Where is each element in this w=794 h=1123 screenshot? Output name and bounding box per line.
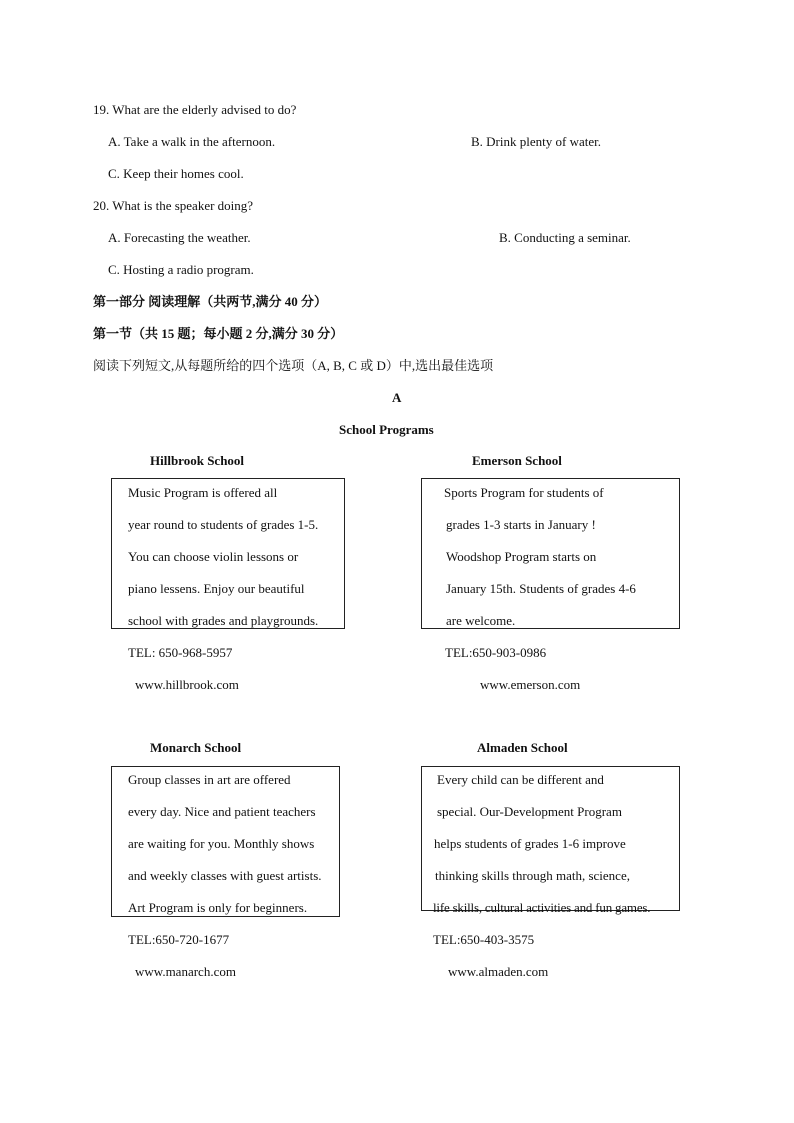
program-line: are welcome. bbox=[446, 613, 516, 628]
program-line: You can choose violin lessons or bbox=[128, 549, 299, 564]
program-line: January 15th. Students of grades 4-6 bbox=[446, 581, 636, 596]
school-name-almaden: Almaden School bbox=[477, 740, 568, 755]
program-line: and weekly classes with guest artists. bbox=[128, 868, 322, 883]
program-line: grades 1-3 starts in January ! bbox=[446, 517, 596, 532]
website: www.emerson.com bbox=[480, 677, 581, 692]
phone-number: TEL:650-403-3575 bbox=[433, 932, 535, 947]
program-line: Woodshop Program starts on bbox=[446, 549, 597, 564]
program-line: special. Our-Development Program bbox=[437, 804, 622, 819]
program-line: Art Program is only for beginners. bbox=[128, 900, 308, 915]
program-line: Music Program is offered all bbox=[128, 485, 278, 500]
program-line: helps students of grades 1-6 improve bbox=[434, 836, 626, 851]
program-line: year round to students of grades 1-5. bbox=[128, 517, 319, 532]
school-name-monarch: Monarch School bbox=[150, 740, 242, 755]
passage-letter: A bbox=[392, 390, 402, 405]
program-line: piano lessens. Enjoy our beautiful bbox=[128, 581, 305, 596]
part-heading: 第一部分 阅读理解（共两节,满分 40 分） bbox=[93, 294, 328, 309]
q20-option-a: A. Forecasting the weather. bbox=[108, 230, 251, 245]
phone-number: TEL:650-720-1677 bbox=[128, 932, 230, 947]
program-line: thinking skills through math, science, bbox=[435, 868, 630, 883]
phone-number: TEL:650-903-0986 bbox=[445, 645, 547, 660]
website: www.hillbrook.com bbox=[135, 677, 239, 692]
q19-option-c: C. Keep their homes cool. bbox=[108, 166, 244, 181]
passage-title: School Programs bbox=[339, 422, 434, 437]
program-line: every day. Nice and patient teachers bbox=[128, 804, 316, 819]
q19-option-b: B. Drink plenty of water. bbox=[471, 134, 601, 149]
q20-option-c: C. Hosting a radio program. bbox=[108, 262, 254, 277]
q19-option-a: A. Take a walk in the afternoon. bbox=[108, 134, 276, 149]
instruction-text: 阅读下列短文,从每题所给的四个选项（A, B, C 或 D）中,选出最佳选项 bbox=[93, 358, 494, 373]
school-name-hillbrook: Hillbrook School bbox=[150, 453, 245, 468]
q20-stem: 20. What is the speaker doing? bbox=[93, 198, 254, 213]
q19-stem: 19. What are the elderly advised to do? bbox=[93, 102, 297, 117]
program-line: school with grades and playgrounds. bbox=[128, 613, 319, 628]
program-line: Sports Program for students of bbox=[444, 485, 604, 500]
q20-option-b: B. Conducting a seminar. bbox=[499, 230, 631, 245]
section-heading: 第一节（共 15 题；每小题 2 分,满分 30 分） bbox=[93, 326, 344, 341]
website: www.manarch.com bbox=[135, 964, 236, 979]
school-name-emerson: Emerson School bbox=[472, 453, 562, 468]
program-line: Group classes in art are offered bbox=[128, 772, 291, 787]
program-line: life skills, cultural activities and fun games. bbox=[433, 900, 651, 915]
phone-number: TEL: 650-968-5957 bbox=[128, 645, 233, 660]
program-line: are waiting for you. Monthly shows bbox=[128, 836, 315, 851]
website: www.almaden.com bbox=[448, 964, 549, 979]
program-line: Every child can be different and bbox=[437, 772, 604, 787]
